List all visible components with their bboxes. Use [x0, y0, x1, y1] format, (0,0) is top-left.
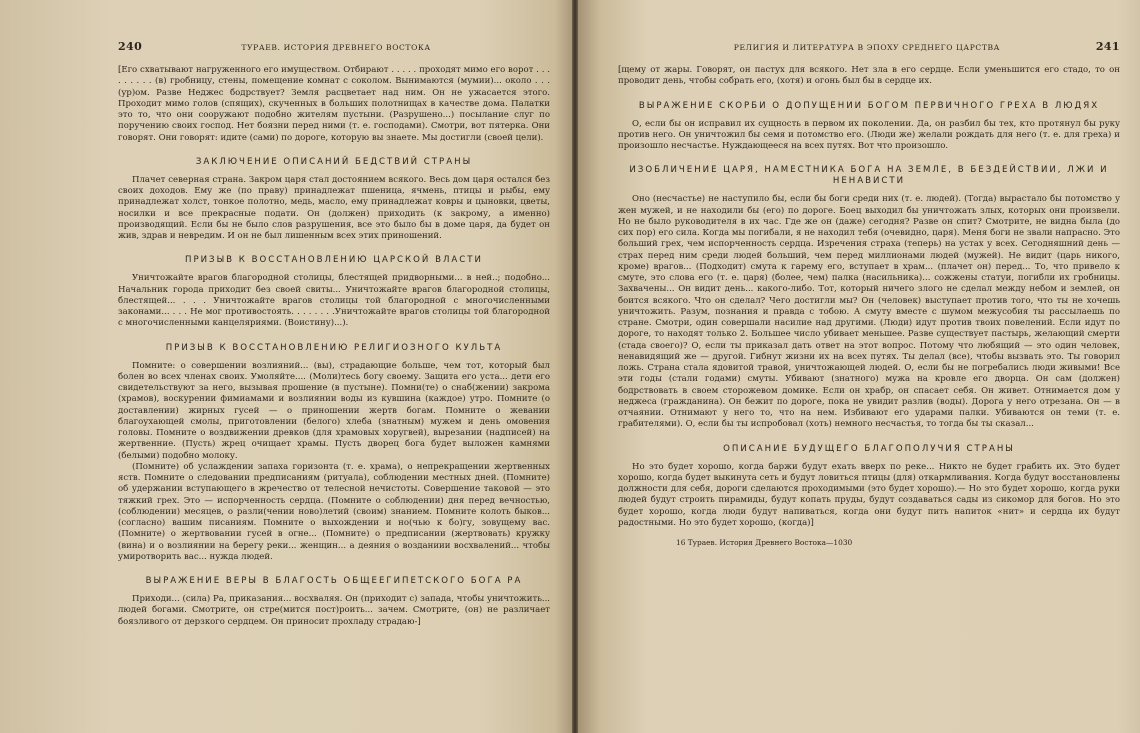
paragraph: (Помните) об услаждении запаха горизонта (т. е. храма), о непрекращении жертвенных яств. Помните о следовании предписаниям (ритуала), соблюдении местных дней. (Помните) об удержании вступающего в жречество от телесной нечистоты. Совершение таковой — это тяжкий грех. Это — испорченность сердца. (Помните о соблюдении) дня перед вечностью, (соблюдении) месяцев, о разли(чении ново)летий (своим) знанием. Помните колоть быков... (согласно) вашим писаниям. Помните о выхождении и но(чью к бо)гу, зовущему вас. (Помните) о жертвовании гусей в огне... (Помните) о предписании (жертвовать) кружку (вина) и о возлиянии на берегу реки... женщин... а деяния о возданиии восхвалений... чтобы умиротворить вас... нужда людей.: [118, 461, 550, 562]
right-page-number: 241: [1095, 40, 1120, 53]
section-heading: ЗАКЛЮЧЕНИЕ ОПИСАНИЙ БЕДСТВИЙ СТРАНЫ: [195, 156, 473, 167]
paragraph: Оно (несчастье) не наступило бы, если бы боги среди них (т. е. людей). (Тогда) вырастало бы потомство у жен мужей, и не находили бы (его) по дороге. Боец выходил бы уничтожать злых, которых они произвели. Но не было руководителя в их час. Где же он (даже) сегодня? Разве он спит? Смотрите, не видна была (до сих пор) его сила. Когда мы погибали, я не находил тебя (очевидно, царя). Меня боги не звали напрасно. Это больший грех, чем испорченность сердца. Изречения страха (теперь) на устах у всех. Сегодняшний день — страх перед ним среди людей больший, чем перед миллионами людей (мужей). Не видит (царь никого, кроме) врагов... (Подходит) смута к гарему его, вступает в храм... (плачет он) перед... То, что привело к смуте, это слова его (т. е. царя) (более, чем) палка (насильника)... сожжены статуи, погибли их гробницы. Захвачены... Он видит день... какого-либо. Тот, который ничего злого не сделал между небом и землей, он боится всякого. Что он сделал? Чего достигли мы? Он (человек) выступает против того, что ты не хочешь уничтожить. Разум, познания и правда с тобою. А смуту вместе с шумом межусобия ты рассылаешь по стране. Смотри, один совершали насилие над другими. (Люди) идут против твоих повелений. Если идут по дороге, то находят только 2. Большее число убивает меньшее. Разве существует пастырь, желающий смерти (стада своего)? О, если ты приказал дать ответ на этот вопрос. Потому что любящий — это один человек, ненавидящий же — другой. Гибнут жизни их на всех путях. Ты делал (все), чтобы вызвать это. Ты говорил ложь. Страна стала ядовитой травой, уничтожающей людей. О, если бы не погребались люди живыми! Все эти годы (стали годами) смуты. Убивают (знатного) мужа на кровле его дворца. Он сам (должен) бодрствовать в своем сторожевом домике. Если он храбр, он спасает себя. Он живет. Отнимается дом у неджеса (гражданина). Он бежит по дороге, пока не увидит разлив (воды). Дорога у него отрезана. Он — в отчаянии. Отнимают у него то, что на нем. Избивают его ударами палки. Убиваются он теми (т. е. грабителями). О, если бы ты испробовал (хоть) немного несчастья, то тогда бы ты сказал...: [618, 194, 1120, 430]
paragraph: [Его схватывают нагруженного его имуществом. Отбирают . . . . . проходят мимо его ворот . . . . . . . . . (в) гробницу, стены, помещение комнат с соколом. Вынимаются (мумии)... около . . . (ур)ом. Разве Неджес бодрствует? Земля расцветает над ним. Он не ужасается этого. Проходит мимо голов (спящих), скученных в больших полотнищах в качестве дома. Палатки это то, что они сооружают подобно жителям пустыни. (Разрушено...) посылание слуг по поручению своих господ. Нет боязни перед ними (т. е. господами). Смотри, вот пятерка. Они говорят. Они говорят: идите (сами) по дороге, которую вы знаете. Мы достигли (своей цели).: [118, 65, 550, 143]
right-running-title: РЕЛИГИЯ И ЛИТЕРАТУРА В ЭПОХУ СРЕДНЕГО ЦАРСТВА: [733, 43, 1001, 52]
section-heading: ВЫРАЖЕНИЕ ВЕРЫ В БЛАГОСТЬ ОБЩЕЕГИПЕТСКОГО БОГА РА: [145, 576, 523, 586]
paragraph: Плачет северная страна. Закром царя стал достоянием всякого. Весь дом царя остался без своих доходов. Ему же (по праву) принадлежат пшеница, ячмень, птицы и рыбы, ему принадлежат холст, тонкое полотно, медь, масло, ему принадлежат ковры и цыновки, цветы, носилки и все прекрасные подати. Он (должен) приходить (к закрому, а именно) производящий. Если бы не было слов разрушения, все это было бы в доме царя, да будет он жив, здрав и невредим. И он не был лишенным всех этих приношений.: [118, 174, 550, 241]
paragraph: Приходи... (сила) Ра, приказания... восхваляя. Он (приходит с) запада, чтобы уничтожить... людей богами. Смотрите, он стре(мится пост)роить... зачем. Смотрите, (он) не различает боязливого от дерзкого сердцем. Он приносит прохладу страдаю-]: [118, 594, 550, 627]
paragraph: Но это будет хорошо, когда баржи будут ехать вверх по реке... Никто не будет грабить их. Это будет хорошо, когда будет выкинута сеть и будут ловиться птицы (для) откармливания. Когда будут восстановлены должности для себя, дороги сделаются проходимыми (это будет хорошо).— Но это будет хорошо, когда руки людей будут строить пирамиды, будут копать пруды, будут создаваться сады из сикомор для богов. Но это будет хорошо, когда люди будут напиваться, когда они будут пить напиток «нит» и сердца их будут радостными. Но это будет хорошо, (когда)]: [618, 461, 1120, 528]
paragraph: [щему от жары. Говорят, он пастух для всякого. Нет зла в его сердце. Если уменьшится его стадо, то он проводит день, чтобы собрать его, (хотя) и огонь был бы в сердце их.: [618, 65, 1120, 87]
left-running-title: ТУРАЕВ. ИСТОРИЯ ДРЕВНЕГО ВОСТОКА: [241, 43, 431, 52]
paragraph: Уничтожайте врагов благородной столицы, блестящей придворными... в ней..; подобно... Начальник города приходит без своей свиты... Уничтожайте врагов благородной столицы, блестящей... . . . Уничтожайте врагов столицы той благородной с многочисленными законами... . . . Не мог противостоять. . . . . . . .Уничтожайте врагов столицы той благородной с многочисленными канцеляриями. (Воистину)...).: [118, 273, 550, 329]
left-page-content: [118, 65, 550, 628]
section-heading: ИЗОБЛИЧЕНИЕ ЦАРЯ, НАМЕСТНИКА БОГА НА ЗЕМЛЕ, В БЕЗДЕЙСТВИИ, ЛЖИ И НЕНАВИСТИ: [629, 165, 1109, 187]
right-page: [578, 0, 1140, 733]
page-footer-signature: 16 Тураев. История Древнего Востока—1030: [676, 538, 853, 547]
section-heading: ПРИЗЫВ К ВОССТАНОВЛЕНИЮ ЦАРСКОЙ ВЛАСТИ: [184, 255, 483, 266]
left-running-head: [118, 40, 550, 53]
section-heading: ОПИСАНИЕ БУДУЩЕГО БЛАГОПОЛУЧИЯ СТРАНЫ: [723, 443, 1015, 454]
right-page-content: [618, 65, 1120, 529]
paragraph: О, если бы он исправил их сущность в первом их поколении. Да, он разбил бы тех, кто протянул бы руку против него. Он уничтожил бы семя и потомство его. (Люди же) желали рождать для него (т. е. для греха) и произошло несчастье. Нуждающееся на всех путях. Вот что произошло.: [618, 118, 1120, 151]
left-page-number: 240: [118, 40, 143, 53]
section-heading: ПРИЗЫВ К ВОССТАНОВЛЕНИЮ РЕЛИГИОЗНОГО КУЛЬТА: [165, 342, 503, 353]
paragraph: Помните: о совершении возлияний... (вы), страдающие больше, чем тот, который был болен во всех членах своих. Умоляйте.... (Моли)тесь богу своему. Защита его уста... дети его свидетельствуют за него, вызывая прошение (в пустыне). Помни(те) о снаб(жении) закрома (храмов), воскурении фимиамами и возлиянии воды из кувшина (каждое) утро. Помните (о доставлении) жирных гусей — о приношении жертв богам. Помните о жевании благоухающей смолы, приготовлении (белого) хлеба (знатным) мужем и день омовения головы. Помните о воздвижении древков (для храмовых хоругвей), вырезании (надписей) на жертвенние. (Пусть) жрец очищает храмы. Пусть дворец бога будет выложен камнями (белыми) подобно молоку.: [118, 360, 550, 461]
section-heading: ВЫРАЖЕНИЕ СКОРБИ О ДОПУЩЕНИИ БОГОМ ПЕРВИЧНОГО ГРЕХА В ЛЮДЯХ: [638, 100, 1100, 111]
right-running-head: [618, 40, 1120, 53]
